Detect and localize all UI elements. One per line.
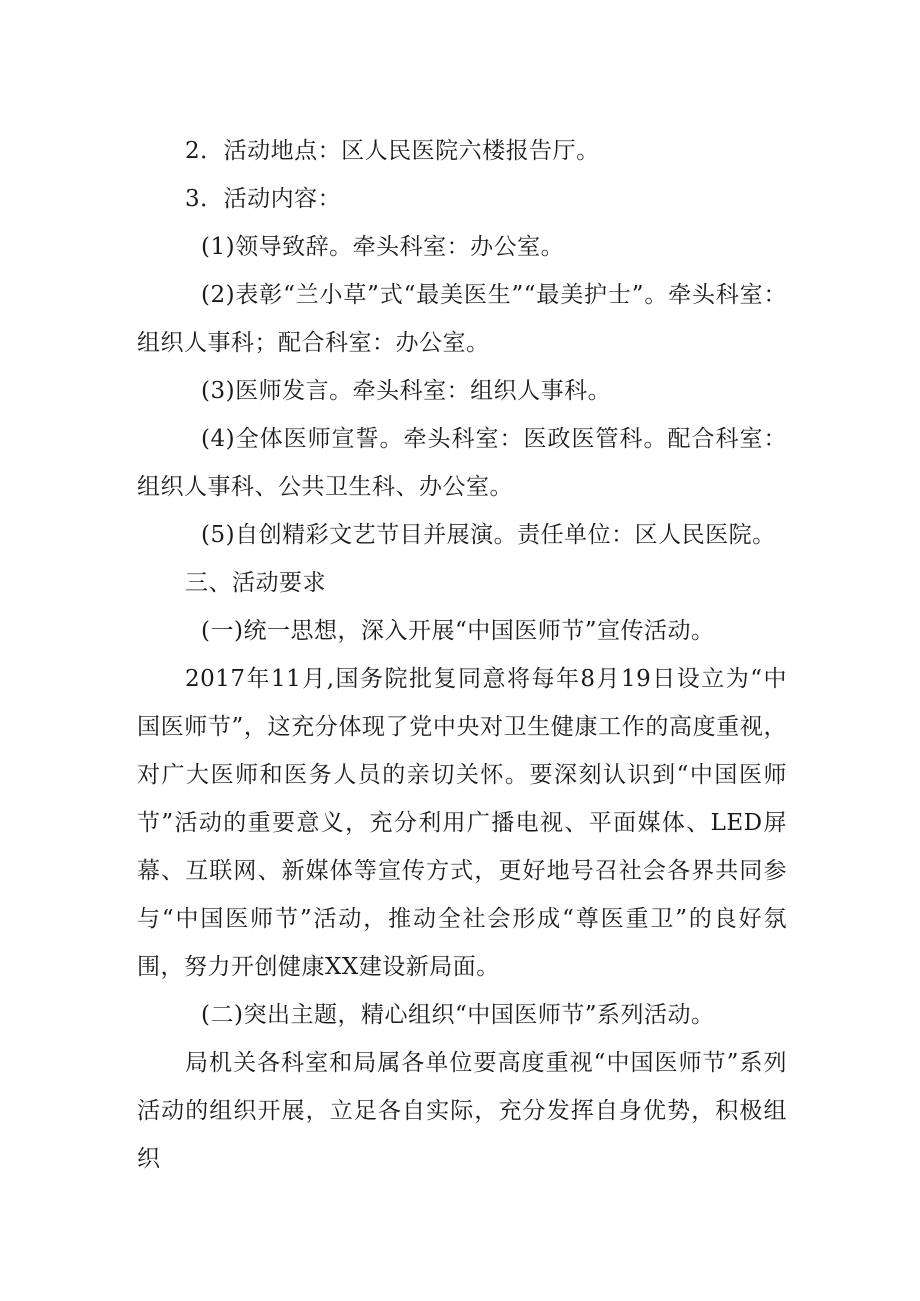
paragraph-item-2: (2)表彰“兰小草”式“最美医生”“最美护士”。牵头科室：组织人事科；配合科室：办公室。 (137, 282, 787, 356)
paragraph-item-4: (4)全体医师宣誓。牵头科室：医政医管科。配合科室：组织人事科、公共卫生科、办公室。 (137, 426, 787, 500)
section-heading-requirements: 三、活动要求 (185, 570, 326, 596)
subheading-1: (一)统一思想，深入开展“中国医师节”宣传活动。 (201, 618, 715, 644)
paragraph-item-1: (1)领导致辞。牵头科室：办公室。 (201, 234, 565, 260)
document-body (137, 127, 787, 1183)
paragraph-body-2: 局机关各科室和局属各单位要高度重视“中国医师节”系列活动的组织开展，立足各自实际，充分发挥自身优势，积极组织 (137, 1050, 787, 1172)
paragraph-body-1: 2017年11月,国务院批复同意将每年8月19日设立为“中国医师节”，这充分体现了党中央对卫生健康工作的高度重视，对广大医师和医务人员的亲切关怀。要深刻认识到“中国医师节”活动的重要意义，充分利用广播电视、平面媒体、LED屏幕、互联网、新媒体等宣传方式，更好地号召社会各界共同参与“中国医师节”活动，推动全社会形成“尊医重卫”的良好氛围，努力开创健康XX建设新局面。 (137, 666, 787, 980)
paragraph-item-3: (3)医师发言。牵头科室：组织人事科。 (201, 378, 612, 404)
paragraph-activity-content: 3．活动内容： (185, 186, 342, 212)
subheading-2: (二)突出主题，精心组织“中国医师节”系列活动。 (201, 1002, 715, 1028)
paragraph-activity-location: 2．活动地点：区人民医院六楼报告厅。 (185, 138, 600, 164)
paragraph-item-5: (5)自创精彩文艺节目并展演。责任单位：区人民医院。 (201, 522, 776, 548)
